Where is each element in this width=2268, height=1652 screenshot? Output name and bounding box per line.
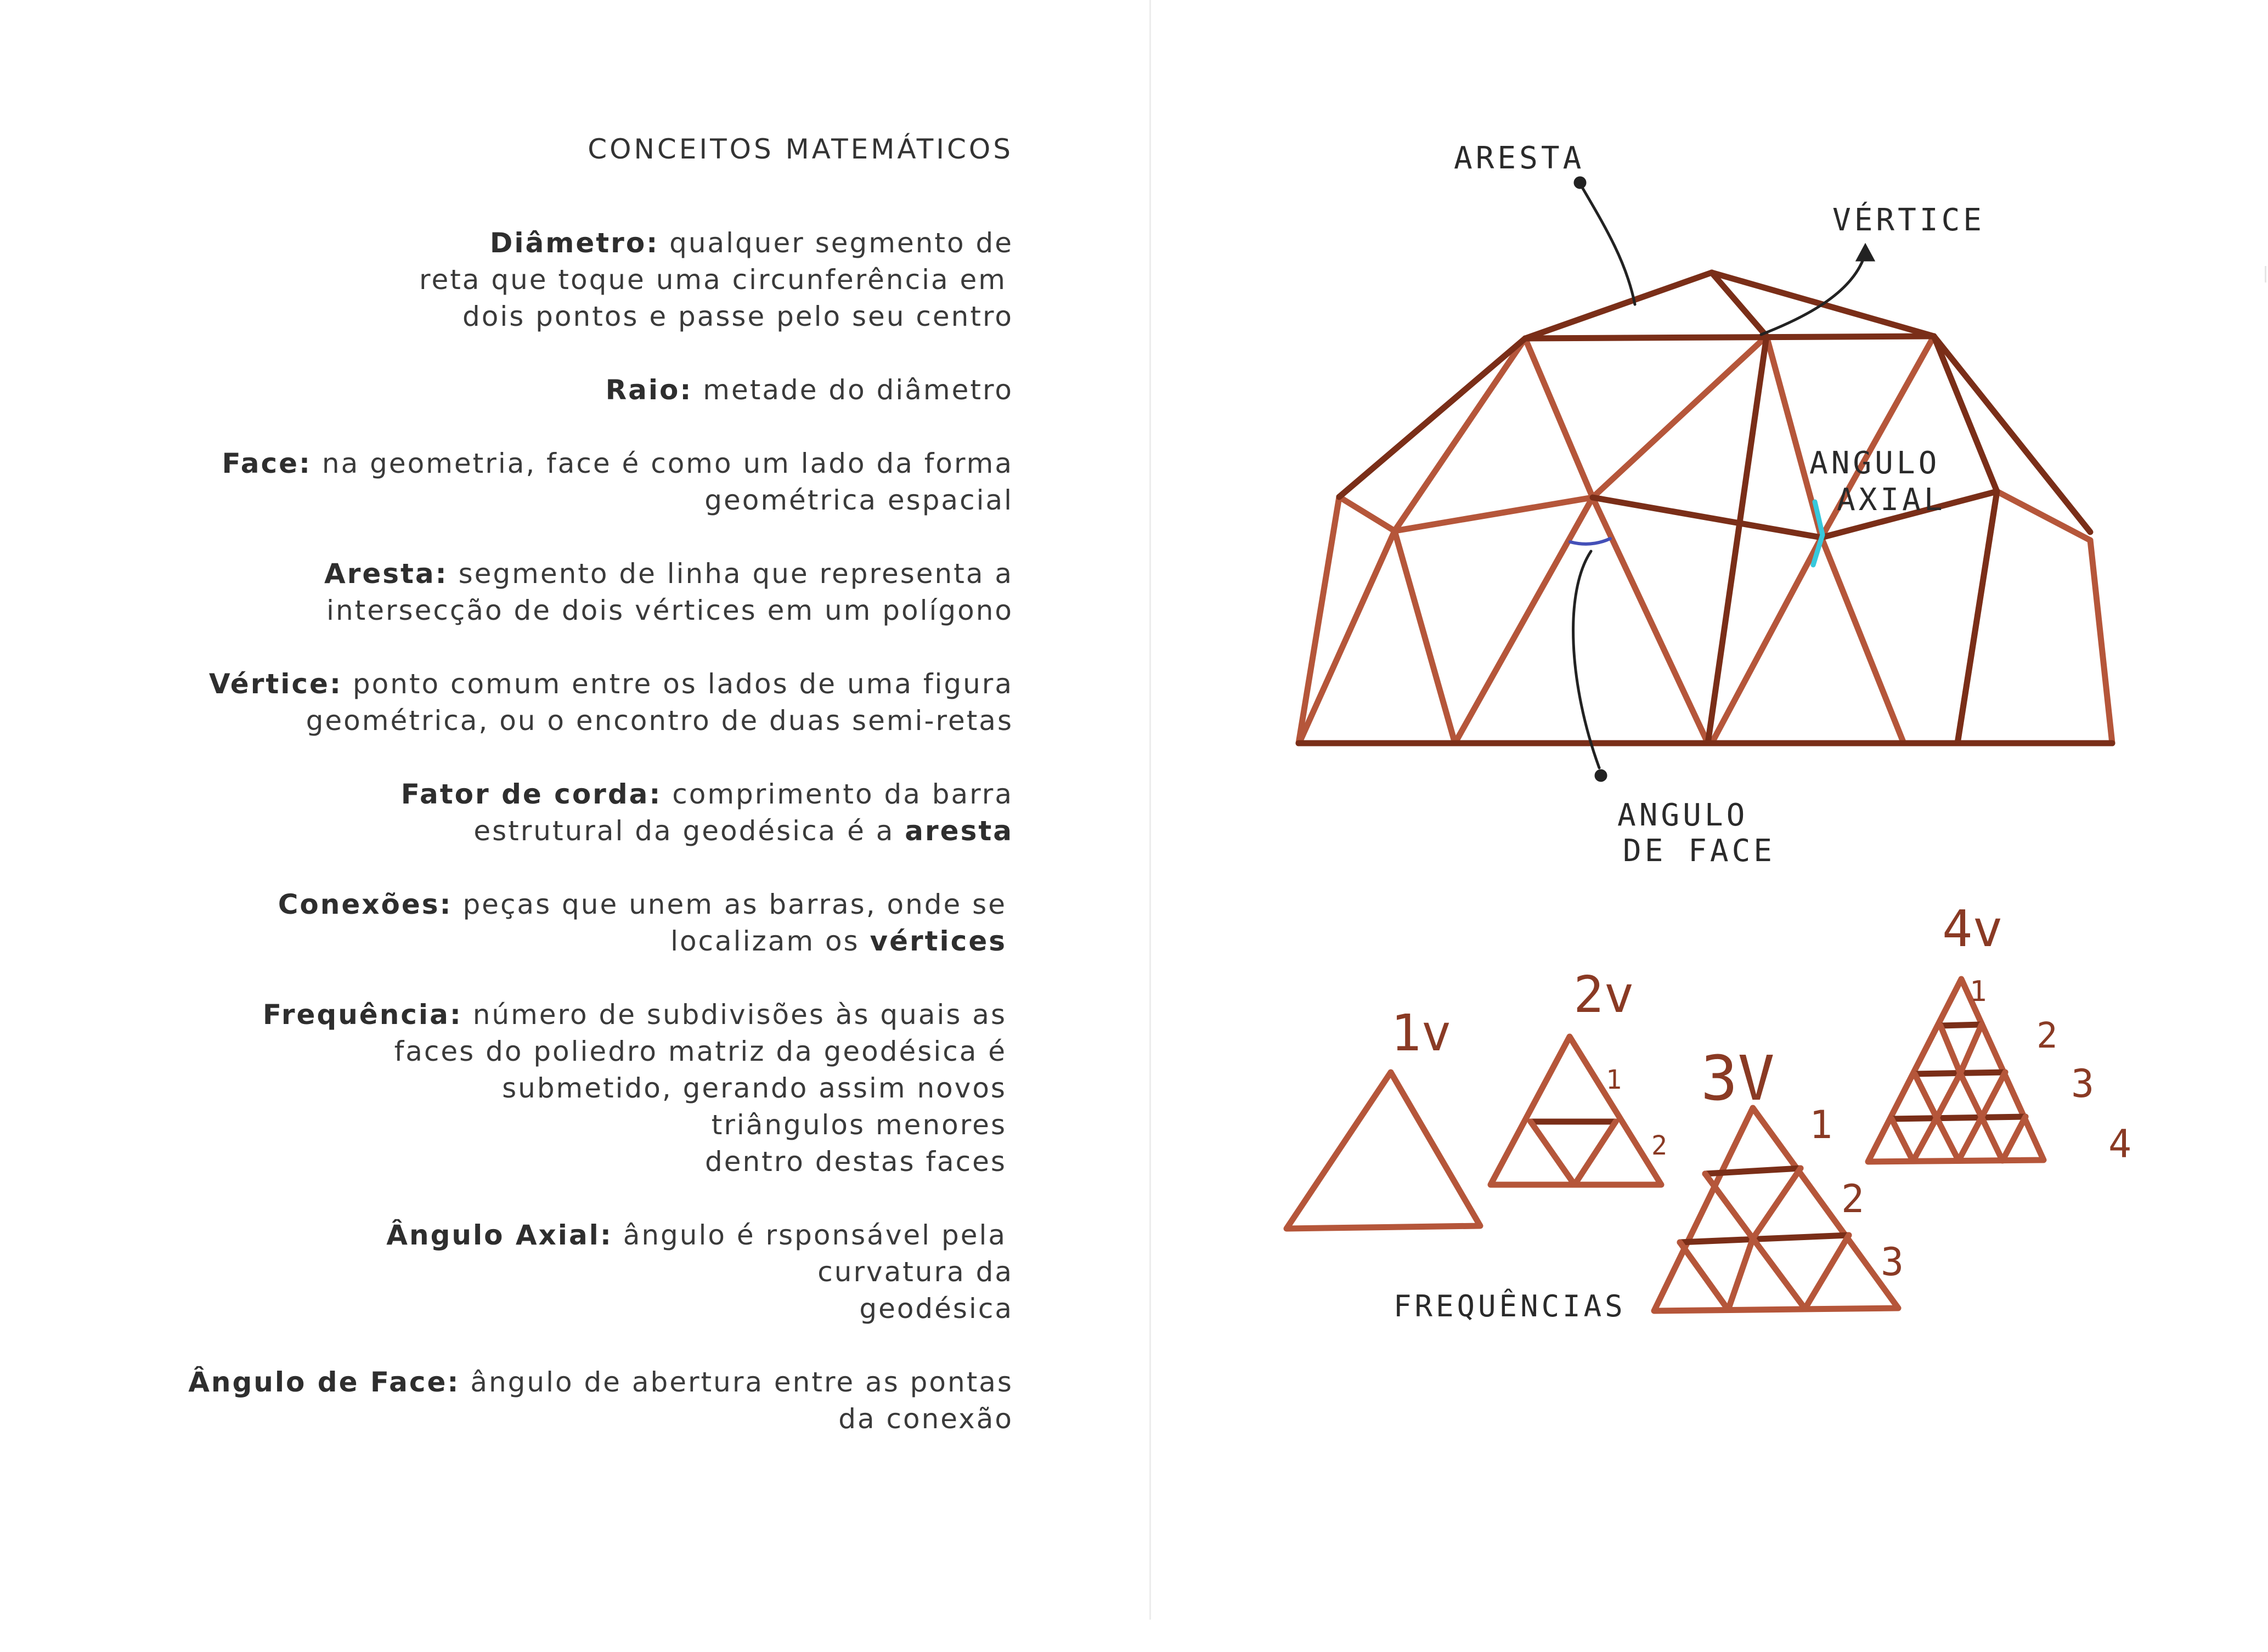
bold-keyword: vértices [870, 925, 1007, 957]
term: Vértice: [208, 668, 342, 700]
row-label: 2 [2036, 1016, 2058, 1056]
definition-line: segmento de linha que representa a [448, 558, 1013, 590]
entry-aresta [108, 556, 1013, 629]
label-vertice: VÉRTICE [1832, 202, 1985, 238]
aresta-leader [1580, 184, 1635, 304]
label-frequencias: FREQUÊNCIAS [1393, 1289, 1626, 1323]
entry-frequencia [108, 997, 1013, 1180]
definition-line: estrutural da geodésica é a [473, 815, 905, 847]
definition-line: reta que toque uma circunferência em [419, 264, 1007, 296]
row-label: 1 [1970, 975, 1987, 1008]
definition-line: ângulo é rsponsável pela [612, 1219, 1007, 1251]
definition-line: curvatura da [817, 1256, 1013, 1288]
label-angulo-axial-line2: AXIAL [1837, 482, 1946, 518]
section-title: CONCEITOS MATEMÁTICOS [588, 133, 1013, 165]
freq-label-1v: 1v [1391, 1004, 1452, 1062]
triangle-1v [1287, 1072, 1480, 1229]
definition-line: número de subdivisões às quais as [462, 999, 1007, 1031]
term: Face: [222, 448, 312, 479]
left-page [0, 0, 1149, 1620]
definition-line: geométrica espacial [704, 484, 1013, 516]
geodesic-illustration [1151, 0, 2268, 1620]
term: Diâmetro: [489, 227, 659, 259]
face-leader-dot [1596, 771, 1606, 780]
row-label: 1 [1606, 1065, 1622, 1095]
entry-conexoes [108, 886, 1013, 960]
definition-line: intersecção de dois vértices em um polígono [326, 595, 1013, 626]
bold-keyword: aresta [905, 815, 1013, 847]
glossary [108, 225, 1013, 1474]
label-angulo-face-line1: ANGULO [1617, 797, 1748, 833]
definition-line: localizam os [670, 925, 870, 957]
freq-label-4v: 4v [1942, 899, 2003, 958]
right-page [1151, 0, 2268, 1620]
definition-line: triângulos menores [711, 1109, 1007, 1141]
entry-angulo-de-face [108, 1364, 1013, 1438]
definition-line: metade do diâmetro [692, 374, 1013, 406]
freq-label-3v: 3V [1701, 1043, 1775, 1114]
face-angle-mark [1570, 539, 1610, 544]
row-label: 3 [2071, 1061, 2095, 1106]
label-angulo-axial-line1: ANGULO [1809, 445, 1940, 481]
definition-line: dentro destas faces [704, 1146, 1007, 1178]
term: Frequência: [262, 999, 462, 1031]
term: Ângulo Axial: [386, 1219, 613, 1251]
term: Ângulo de Face: [188, 1366, 460, 1398]
entry-raio [108, 372, 1013, 409]
term: Raio: [605, 374, 693, 406]
entry-fator-de-corda [108, 776, 1013, 850]
row-label: 3 [1881, 1240, 1904, 1285]
term: Fator de corda: [400, 778, 662, 810]
definition-line: faces do poliedro matriz da geodésica é [394, 1036, 1007, 1067]
entry-face [108, 445, 1013, 519]
triangle-2v [1491, 1037, 1661, 1185]
dome-dark-bars [1299, 273, 2112, 743]
row-label: 4 [2108, 1122, 2132, 1167]
row-label: 2 [1651, 1130, 1667, 1161]
geodesic-dome [1299, 273, 2112, 743]
entry-angulo-axial [108, 1217, 1013, 1327]
definition-line: geodésica [859, 1293, 1013, 1325]
definition-line: geométrica, ou o encontro de duas semi-retas [306, 705, 1013, 737]
definition-line: da conexão [838, 1403, 1013, 1435]
vertice-arrow-head [1858, 246, 1873, 260]
definition-line: submetido, gerando assim novos [502, 1072, 1007, 1104]
row-label: 1 [1809, 1102, 1833, 1147]
label-aresta: ARESTA [1454, 140, 1585, 176]
term: Conexões: [278, 889, 453, 920]
entry-diametro [108, 225, 1013, 335]
definition-line: peças que unem as barras, onde se [452, 889, 1007, 920]
definition-line: qualquer segmento de [659, 227, 1013, 259]
term: Aresta: [324, 558, 448, 590]
definition-line: ponto comum entre os lados de uma figura [342, 668, 1013, 700]
definition-line: ângulo de abertura entre as pontas [460, 1366, 1013, 1398]
label-angulo-face-line2: DE FACE [1623, 833, 1776, 869]
entry-vertice [108, 666, 1013, 739]
triangle-4v [1868, 979, 2044, 1162]
definition-line: comprimento da barra [662, 778, 1013, 810]
definition-line: dois pontos e passe pelo seu centro [462, 301, 1013, 332]
face-leader [1573, 551, 1599, 768]
freq-label-2v: 2v [1573, 965, 1634, 1024]
aresta-leader-dot [1575, 178, 1585, 188]
row-label: 2 [1841, 1176, 1865, 1221]
definition-line: na geometria, face é como um lado da forma [312, 448, 1013, 479]
